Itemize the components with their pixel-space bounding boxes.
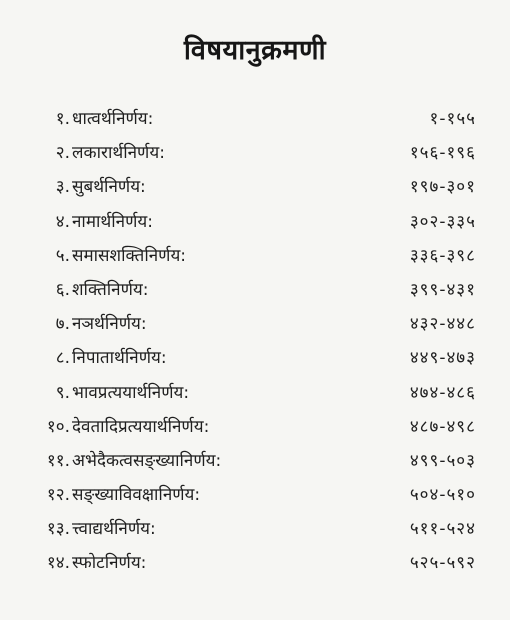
entry-title: धात्वर्थनिर्णय: (72, 109, 154, 129)
entry-page-range: १५६-१९६ (409, 143, 476, 164)
entry-number: १०. (46, 416, 70, 437)
entry-number: १. (55, 109, 70, 129)
entry-title: लकारार्थनिर्णय: (72, 143, 165, 164)
entry-number: ३. (55, 177, 70, 198)
entry-number: १३. (46, 519, 70, 540)
entry-number: १४. (46, 553, 70, 574)
entry-title: समासशक्तिनिर्णय: (72, 245, 187, 266)
entry-title: नामार्थनिर्णय: (72, 211, 153, 232)
entry-title: सुबर्थनिर्णय: (72, 177, 146, 198)
entry-number: ८. (55, 348, 70, 369)
entry-page-range: ४३२-४४८ (409, 314, 476, 335)
entry-number: ११. (46, 450, 70, 471)
entry-number: ६. (55, 279, 70, 300)
entry-page-range: १९७-३०१ (409, 177, 476, 198)
page-title: विषयानुक्रमणी (183, 35, 327, 66)
toc-entry (0, 239, 510, 273)
entry-title: अभेदैकत्वसङ्ख्यानिर्णय: (72, 450, 222, 471)
entry-title: भावप्रत्ययार्थनिर्णय: (72, 382, 190, 403)
entry-page-range: ५२५-५९२ (409, 553, 476, 574)
entry-title: शक्तिनिर्णय: (72, 279, 149, 300)
entry-page-range: १-१५५ (429, 109, 476, 129)
toc-entry (0, 307, 510, 341)
entry-page-range: ३०२-३३५ (409, 211, 476, 232)
entry-page-range: ४८७-४९८ (409, 416, 476, 437)
entry-number: १२. (46, 485, 70, 506)
toc-entry (0, 170, 510, 204)
toc-entry (0, 341, 510, 375)
entry-page-range: ४४९-४७३ (409, 348, 476, 369)
entry-page-range: ५०४-५१० (409, 485, 476, 506)
entry-title: सङ्ख्याविवक्षानिर्णय: (72, 485, 201, 506)
toc-entry (0, 102, 510, 136)
toc-entry (0, 273, 510, 307)
entry-title: स्फोटनिर्णय: (72, 553, 147, 574)
entry-title: नञर्थनिर्णय: (72, 314, 147, 335)
entry-page-range: ५११-५२४ (409, 519, 476, 540)
entry-title: निपातार्थनिर्णय: (72, 348, 167, 369)
toc-entry (0, 546, 510, 580)
table-of-contents (0, 102, 510, 581)
entry-number: ९. (55, 382, 70, 403)
toc-entry (0, 136, 510, 170)
entry-page-range: ३९९-४३१ (409, 279, 476, 300)
entry-page-range: ३३६-३९८ (409, 245, 476, 266)
toc-entry (0, 410, 510, 444)
toc-entry (0, 444, 510, 478)
entry-page-range: ४७४-४८६ (409, 382, 476, 403)
toc-entry (0, 512, 510, 546)
entry-title: त्त्वाद्यर्थनिर्णय: (72, 519, 156, 540)
entry-number: ७. (55, 314, 70, 335)
toc-entry (0, 478, 510, 512)
entry-page-range: ४९९-५०३ (409, 450, 476, 471)
entry-number: २. (55, 143, 70, 164)
entry-number: ४. (55, 211, 70, 232)
toc-entry (0, 376, 510, 410)
entry-title: देवतादिप्रत्ययार्थनिर्णय: (72, 416, 210, 437)
toc-entry (0, 205, 510, 239)
entry-number: ५. (55, 245, 70, 266)
